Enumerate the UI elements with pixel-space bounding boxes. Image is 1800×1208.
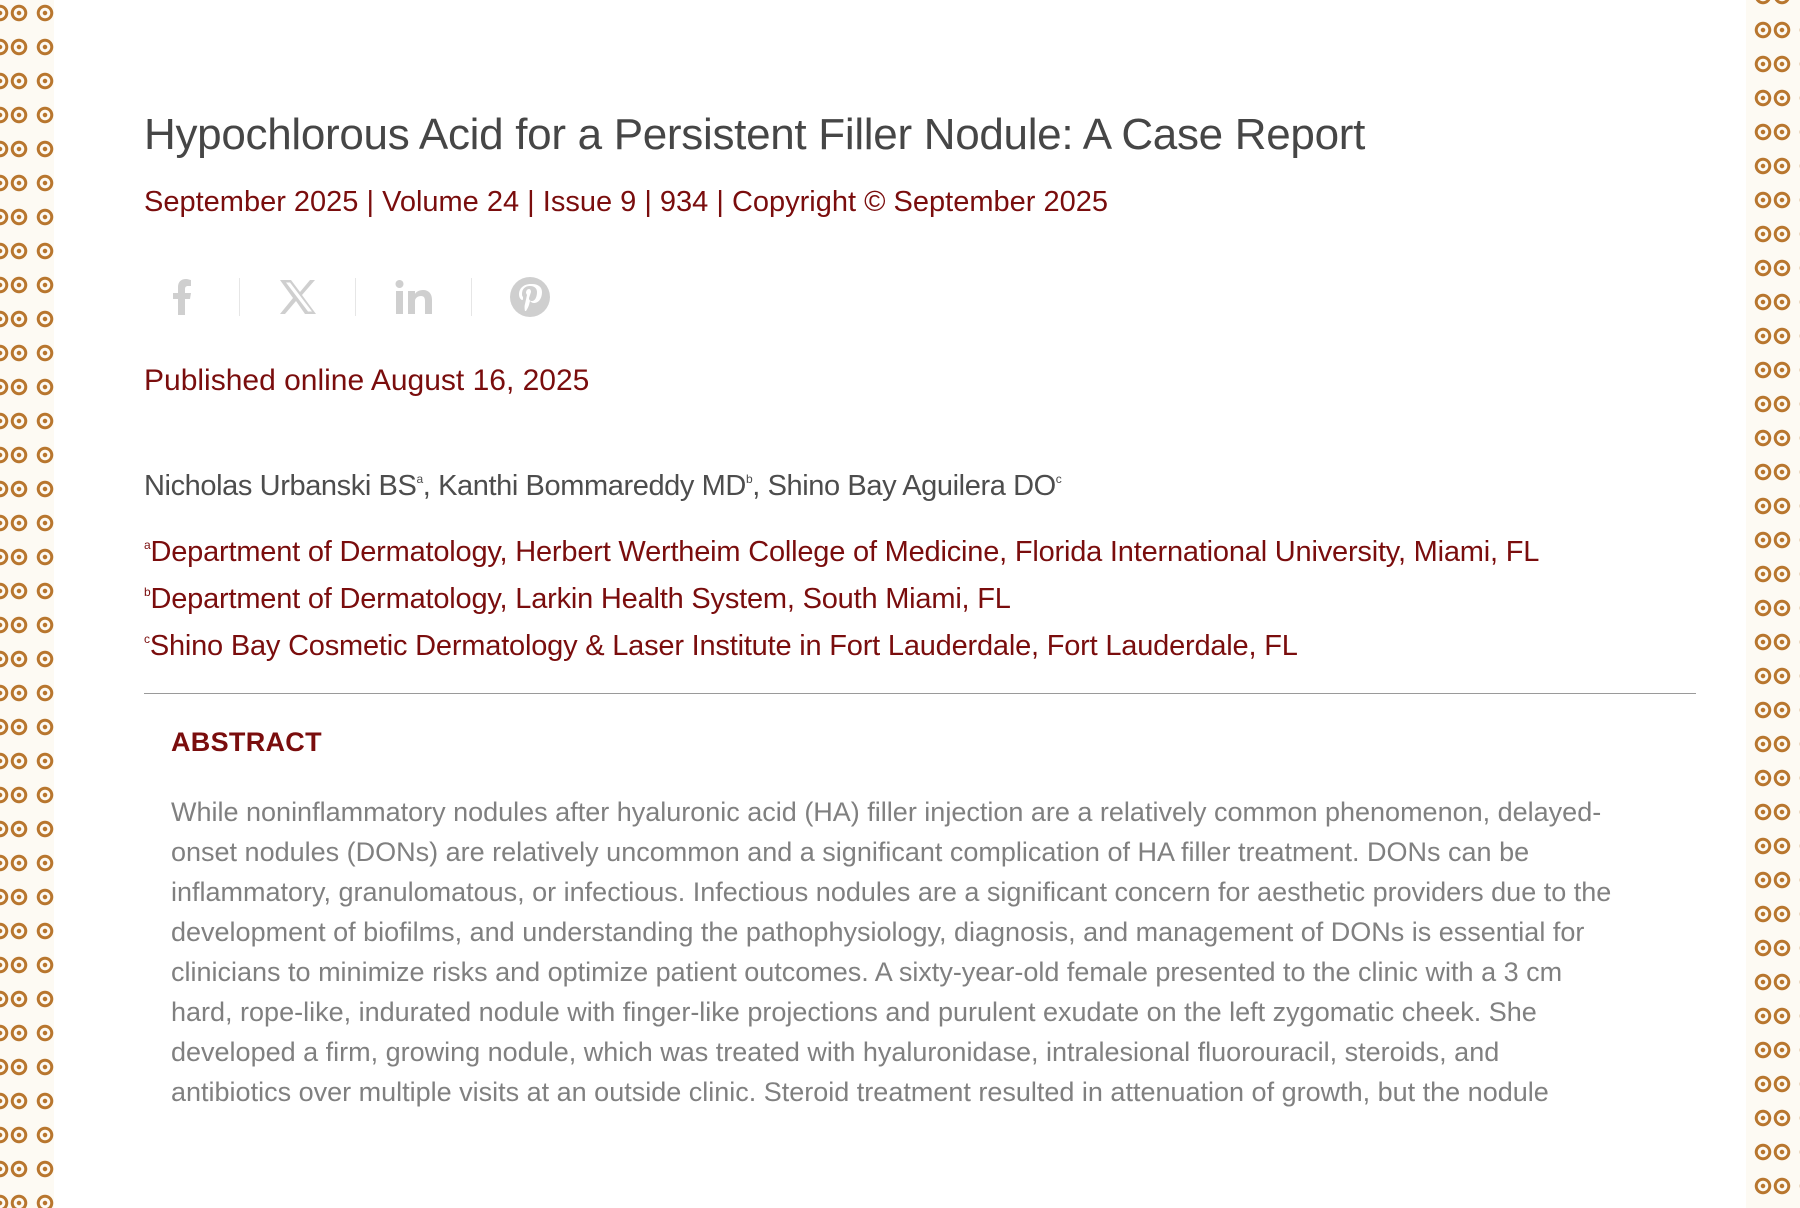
affiliation-mark: a [144, 538, 151, 552]
abstract-line: onset nodules (DONs) are relatively uncommon and a significant complication of HA filler treatment. DONs can be [171, 837, 1530, 867]
affiliation-mark: b [144, 585, 151, 599]
affiliation-text: Department of Dermatology, Larkin Health System, South Miami, FL [150, 583, 1011, 615]
publication-date: Published online August 16, 2025 [144, 364, 590, 397]
decorative-border-left [0, 0, 54, 1208]
affiliation-text: Shino Bay Cosmetic Dermatology & Laser Institute in Fort Lauderdale, Fort Lauderdale, FL [149, 630, 1298, 662]
abstract-line: developed a firm, growing nodule, which was treated with hyaluronidase, intralesional fluorouracil, steroids, and [171, 1037, 1500, 1067]
author-name: Nicholas Urbanski BS [144, 470, 417, 502]
share-divider [239, 278, 240, 316]
abstract-line: hard, rope-like, indurated nodule with finger-like projections and purulent exudate on the left zygomatic cheek. She [171, 997, 1537, 1027]
author-separator: , [752, 470, 768, 502]
abstract-heading: ABSTRACT [171, 727, 322, 757]
social-share-bar [144, 272, 567, 322]
abstract-line: While noninflammatory nodules after hyaluronic acid (HA) filler injection are a relatively common phenomenon, delayed- [171, 797, 1602, 827]
pinterest-share-button[interactable] [492, 272, 567, 322]
affiliation-text: Department of Dermatology, Herbert Wertheim College of Medicine, Florida International University, Miami, FL [150, 536, 1540, 568]
facebook-share-button[interactable] [144, 272, 219, 322]
issue-metadata: September 2025 | Volume 24 | Issue 9 | 934 | Copyright © September 2025 [144, 186, 1108, 218]
author-name: Shino Bay Aguilera DO [767, 470, 1056, 502]
author-affiliation-mark: b [745, 472, 753, 486]
section-divider [144, 693, 1696, 694]
article-title: Hypochlorous Acid for a Persistent Filler Nodule: A Case Report [144, 110, 1366, 159]
author-name: Kanthi Bommareddy MD [438, 470, 746, 502]
facebook-icon [171, 279, 193, 315]
decorative-border-right [1746, 0, 1800, 1208]
author-affiliation-mark: a [416, 472, 423, 486]
affiliation-mark: c [144, 632, 150, 646]
affiliation-a [144, 536, 1539, 569]
affiliation-b [144, 583, 1011, 616]
x-twitter-icon [279, 279, 317, 315]
abstract-body [171, 792, 1676, 1112]
author-separator: , [422, 470, 439, 502]
share-divider [355, 278, 356, 316]
pinterest-icon [509, 276, 551, 318]
abstract-line: clinicians to minimize risks and optimize patient outcomes. A sixty-year-old female presented to the clinic with a 3 cm [171, 957, 1563, 987]
affiliation-c [144, 630, 1298, 663]
abstract-line: antibiotics over multiple visits at an outside clinic. Steroid treatment resulted in attenuation of growth, but the nodule [171, 1077, 1549, 1107]
abstract-line: inflammatory, granulomatous, or infectious. Infectious nodules are a significant concern for aesthetic providers due to the [171, 877, 1612, 907]
share-divider [471, 278, 472, 316]
linkedin-share-button[interactable] [376, 272, 451, 322]
abstract-line: development of biofilms, and understanding the pathophysiology, diagnosis, and management of DONs is essential for [171, 917, 1585, 947]
author-list [144, 470, 1061, 503]
x-share-button[interactable] [260, 272, 335, 322]
linkedin-icon [395, 279, 433, 315]
author-affiliation-mark: c [1055, 472, 1062, 486]
